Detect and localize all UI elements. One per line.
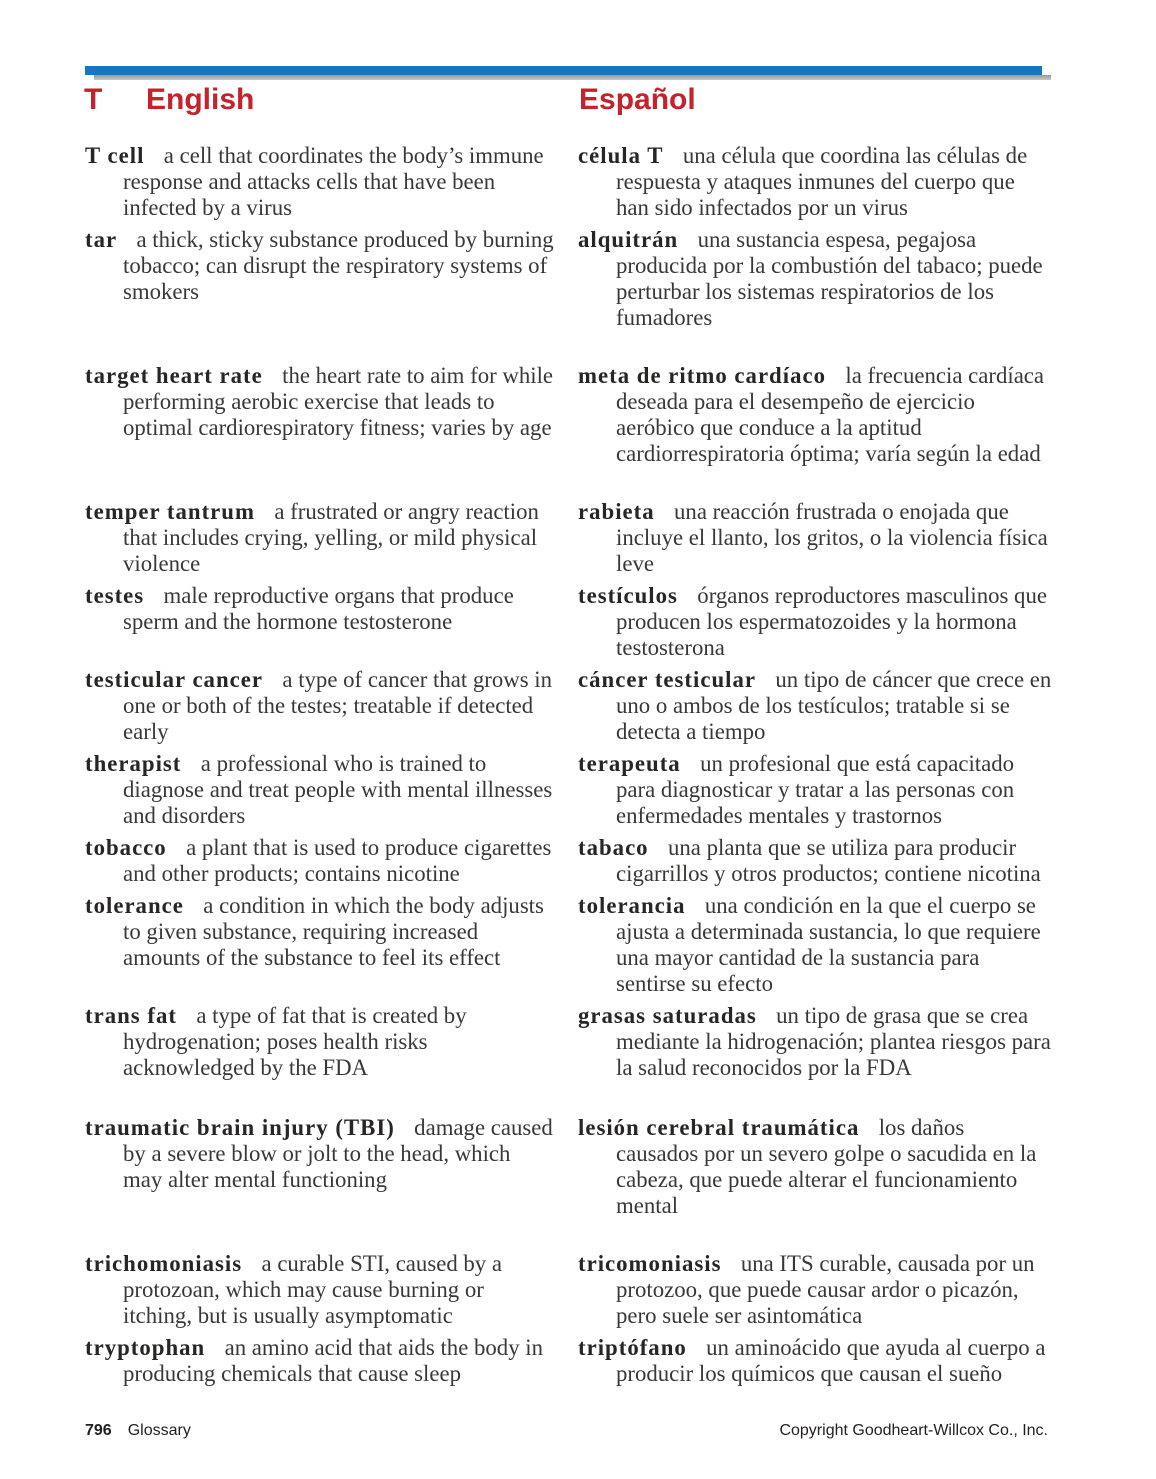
- term-es: cáncer testicular: [578, 667, 756, 692]
- glossary-entry-en: [85, 499, 555, 577]
- term-es: meta de ritmo cardíaco: [578, 363, 826, 388]
- glossary-entry-es: [578, 893, 1052, 997]
- glossary-entry-en: [85, 893, 555, 997]
- glossary-entry-es: [578, 499, 1052, 577]
- definition-es: los daños causados por un severo golpe o sacudida en la cabeza, que puede alterar el funcionamiento mental: [616, 1115, 1037, 1218]
- term-en: therapist: [85, 751, 182, 776]
- definition-es: un tipo de cáncer que crece en uno o ambos de los testículos; tratable si se detecta a tiempo: [616, 667, 1052, 744]
- term-en: temper tantrum: [85, 499, 255, 524]
- definition-es: órganos reproductores masculinos que producen los espermatozoides y la hormona testosterona: [616, 583, 1047, 660]
- definition-es: un profesional que está capacitado para diagnosticar y tratar a las personas con enfermedades mentales y trastornos: [616, 751, 1015, 828]
- english-column-header: English: [146, 83, 255, 116]
- term-es: triptófano: [578, 1335, 687, 1360]
- glossary-entry-en: [85, 363, 555, 467]
- definition-en: a professional who is trained to diagnose and treat people with mental illnesses and disorders: [123, 751, 553, 828]
- term-en: testicular cancer: [85, 667, 263, 692]
- term-es: testículos: [578, 583, 678, 608]
- term-en: target heart rate: [85, 363, 263, 388]
- header-rule-shadow: [94, 75, 1051, 80]
- term-en: trichomoniasis: [85, 1251, 243, 1276]
- definition-es: un aminoácido que ayuda al cuerpo a producir los químicos que causan el sueño: [616, 1335, 1046, 1386]
- glossary-entry-en: [85, 1115, 555, 1219]
- term-es: tolerancia: [578, 893, 686, 918]
- glossary-entry-en: [85, 1335, 555, 1387]
- definition-es: la frecuencia cardíaca deseada para el desempeño de ejercicio aeróbico que conduce a la aptitud cardiorrespiratoria óptima; varía según la edad: [616, 363, 1045, 466]
- copyright-notice: Copyright Goodheart-Willcox Co., Inc.: [779, 1422, 1048, 1439]
- term-es: terapeuta: [578, 751, 681, 776]
- definition-en: a thick, sticky substance produced by burning tobacco; can disrupt the respiratory systems of smokers: [123, 227, 554, 304]
- footer-left: [85, 1421, 191, 1441]
- definition-es: una reacción frustrada o enojada que incluye el llanto, los gritos, o la violencia física leve: [616, 499, 1048, 576]
- definition-es: una planta que se utiliza para producir cigarrillos y otros productos; contiene nicotina: [616, 835, 1041, 886]
- header-rule-blue: [85, 66, 1042, 75]
- definition-es: una sustancia espesa, pegajosa producida por la combustión del tabaco; puede perturbar los sistemas respiratorios de los fumadores: [616, 227, 1043, 330]
- section-letter: T: [84, 83, 103, 116]
- term-en: trans fat: [85, 1003, 177, 1028]
- glossary-entry-es: [578, 363, 1052, 467]
- definition-en: damage caused by a severe blow or jolt to the head, which may alter mental functioning: [123, 1115, 553, 1192]
- term-en: T cell: [85, 143, 145, 168]
- definition-en: a condition in which the body adjusts to given substance, requiring increased amounts of the substance to feel its effect: [123, 893, 544, 970]
- glossary-entry-en: [85, 583, 555, 661]
- definition-es: una ITS curable, causada por un protozoo, que puede causar ardor o picazón, pero suele ser asintomática: [616, 1251, 1035, 1328]
- term-es: tricomoniasis: [578, 1251, 722, 1276]
- glossary-entry-es: [578, 227, 1052, 331]
- term-es: rabieta: [578, 499, 655, 524]
- term-es: célula T: [578, 143, 664, 168]
- definition-en: a type of fat that is created by hydrogenation; poses health risks acknowledged by the FDA: [123, 1003, 467, 1080]
- glossary-entry-en: [85, 835, 555, 887]
- glossary-entry-en: [85, 1003, 555, 1081]
- term-es: grasas saturadas: [578, 1003, 757, 1028]
- glossary-entry-es: [578, 1335, 1052, 1387]
- definition-es: una célula que coordina las células de respuesta y ataques inmunes del cuerpo que han sido infectados por un virus: [616, 143, 1028, 220]
- definition-en: a curable STI, caused by a protozoan, which may cause burning or itching, but is usually asymptomatic: [123, 1251, 503, 1328]
- spanish-column-header: Español: [579, 83, 696, 116]
- term-es: tabaco: [578, 835, 649, 860]
- term-en: tobacco: [85, 835, 167, 860]
- definition-en: a frustrated or angry reaction that includes crying, yelling, or mild physical violence: [123, 499, 539, 576]
- term-es: alquitrán: [578, 227, 679, 252]
- term-en: tolerance: [85, 893, 184, 918]
- definition-es: una condición en la que el cuerpo se ajusta a determinada sustancia, lo que requiere una mayor cantidad de la sustancia para sentirse su efecto: [616, 893, 1041, 996]
- glossary-entry-es: [578, 583, 1052, 661]
- glossary-entry-es: [578, 1003, 1052, 1081]
- page-footer: [0, 1421, 1156, 1443]
- term-es: lesión cerebral traumática: [578, 1115, 860, 1140]
- term-en: testes: [85, 583, 145, 608]
- definition-en: a plant that is used to produce cigarettes and other products; contains nicotine: [123, 835, 552, 886]
- glossary-entries: [85, 143, 1052, 1393]
- glossary-entry-es: [578, 1251, 1052, 1329]
- glossary-entry-es: [578, 751, 1052, 829]
- glossary-entry-es: [578, 667, 1052, 745]
- term-en: tryptophan: [85, 1335, 206, 1360]
- definition-en: male reproductive organs that produce sperm and the hormone testosterone: [123, 583, 514, 634]
- definition-en: the heart rate to aim for while performing aerobic exercise that leads to optimal cardiorespiratory fitness; varies by age: [123, 363, 554, 440]
- glossary-entry-en: [85, 667, 555, 745]
- term-en: traumatic brain injury (TBI): [85, 1115, 395, 1140]
- glossary-entry-es: [578, 143, 1052, 221]
- glossary-entry-en: [85, 751, 555, 829]
- definition-en: a type of cancer that grows in one or both of the testes; treatable if detected early: [123, 667, 553, 744]
- definition-en: an amino acid that aids the body in producing chemicals that cause sleep: [123, 1335, 544, 1386]
- glossary-entry-en: [85, 143, 555, 221]
- glossary-entry-es: [578, 835, 1052, 887]
- definition-es: un tipo de grasa que se crea mediante la hidrogenación; plantea riesgos para la salud reconocidos por la FDA: [616, 1003, 1051, 1080]
- page-number: 796: [85, 1422, 112, 1439]
- footer-section-label: Glossary: [127, 1422, 191, 1439]
- term-en: tar: [85, 227, 118, 252]
- glossary-entry-es: [578, 1115, 1052, 1219]
- glossary-entry-en: [85, 227, 555, 331]
- glossary-entry-en: [85, 1251, 555, 1329]
- definition-en: a cell that coordinates the body’s immune response and attacks cells that have been infected by a virus: [123, 143, 544, 220]
